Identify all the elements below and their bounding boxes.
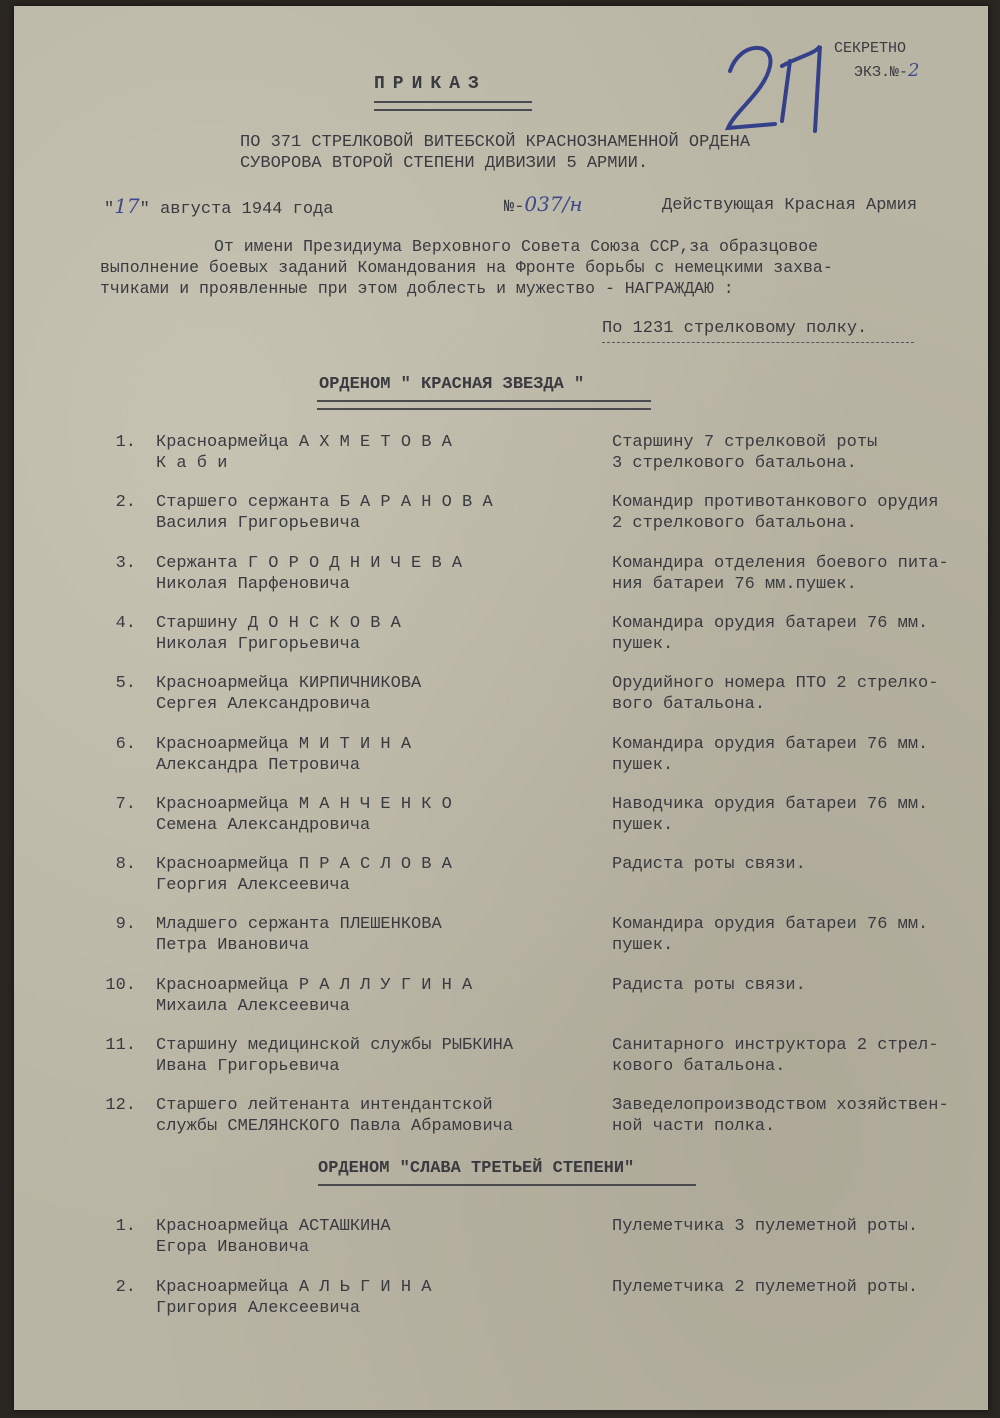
item-name: Николая Григорьевича (156, 634, 361, 654)
item-rank: Старшину медицинской службы РЫБКИНА (156, 1036, 514, 1055)
item-name: Ивана Григорьевича (156, 1057, 340, 1076)
list-item (98, 1096, 978, 1142)
item-number: 8. (115, 855, 136, 875)
section-red-star-title: ОРДЕНОМ " КРАСНАЯ ЗВЕЗДА " (319, 375, 585, 394)
list-item (98, 735, 978, 781)
item-rank: Красноармейца АСТАШКИНА (156, 1217, 391, 1236)
list-item (98, 1217, 978, 1263)
classification-label: СЕКРЕТНО (834, 40, 907, 57)
division-line-1: ПО 371 СТРЕЛКОВОЙ ВИТЕБСКОЙ КРАСНОЗНАМЕННОЙ ОРДЕНА (240, 133, 751, 152)
copy-label (854, 60, 919, 81)
item-position-line-1: Наводчика орудия батареи 76 мм. (612, 794, 929, 814)
item-number: 11. (105, 1036, 136, 1055)
order-date: "17" августа 1944 года (104, 194, 334, 219)
item-position-line-1: Пулеметчика 3 пулеметной роты. (612, 1217, 919, 1236)
item-name: Василия Григорьевича (156, 514, 361, 534)
item-number: 12. (105, 1096, 136, 1116)
item-name: Михаила Алексеевича (156, 996, 350, 1016)
title-underline (374, 101, 532, 111)
item-name: К а б и (156, 454, 228, 473)
list-item (98, 493, 978, 539)
item-rank: Красноармейца А Л Ь Г И Н А (156, 1278, 432, 1297)
intro-line-1: От имени Президиума Верховного Совета Союза ССР,за образцовое (214, 237, 818, 256)
section-glory-underline (318, 1184, 696, 1186)
item-rank: Красноармейца М А Н Ч Е Н К О (156, 794, 452, 814)
item-position-line-1: Командира орудия батареи 76 мм. (612, 734, 929, 754)
copy-number: 2 (908, 60, 920, 81)
list-item (98, 614, 978, 660)
item-rank: Старшего сержанта Б А Р А Н О В А (156, 493, 493, 513)
handwritten-number-21 (720, 36, 830, 136)
item-name: Сергея Александровича (156, 695, 371, 715)
intro-line-2: выполнение боевых заданий Командования на Фронте борьбы с немецкими захва- (100, 258, 833, 277)
item-rank: Старшину Д О Н С К О В А (156, 613, 401, 633)
copy-prefix: ЭКЗ.№- (854, 64, 909, 81)
army-label: Действующая Красная Армия (662, 196, 918, 215)
item-position-line-1: Пулеметчика 2 пулеметной роты. (612, 1278, 919, 1297)
item-rank: Сержанта Г О Р О Д Н И Ч Е В А (156, 553, 463, 573)
item-position-line-2: 2 стрелкового батальона. (612, 514, 857, 534)
date-rest: августа 1944 года (160, 200, 334, 219)
item-name: Григория Алексеевича (156, 1299, 361, 1318)
date-day: 17 (114, 194, 140, 218)
section-red-star-underline (317, 400, 651, 410)
item-position-line-2: пушек. (612, 936, 674, 956)
list-item (98, 1278, 978, 1324)
item-position-line-1: Старшину 7 стрелковой роты (612, 433, 878, 452)
list-item (98, 554, 978, 600)
item-position-line-1: Командир противотанкового орудия (612, 493, 939, 513)
item-name: Егора Ивановича (156, 1238, 310, 1257)
item-position-line-2: 3 стрелкового батальона. (612, 454, 857, 473)
intro-line-3: тчиками и проявленные при этом доблесть и мужество - НАГРАЖДАЮ : (100, 279, 734, 298)
item-number: 2. (115, 493, 136, 513)
item-name: Николая Парфеновича (156, 574, 350, 594)
item-number: 3. (115, 553, 136, 573)
item-name: службы СМЕЛЯНСКОГО Павла Абрамовича (156, 1117, 514, 1137)
item-position-line-2: кового батальона. (612, 1057, 786, 1076)
list-item (98, 795, 978, 841)
item-position-line-1: Орудийного номера ПТО 2 стрелко- (612, 674, 939, 694)
item-number: 5. (115, 674, 136, 694)
document-page (14, 6, 988, 1410)
item-name: Семена Александровича (156, 815, 371, 835)
item-position-line-2: вого батальона. (612, 695, 766, 715)
item-name: Александра Петровича (156, 755, 361, 775)
item-number: 2. (115, 1278, 136, 1297)
item-position-line-1: Санитарного инструктора 2 стрел- (612, 1036, 939, 1055)
item-name: Петра Ивановича (156, 936, 310, 956)
item-position-line-2: ной части полка. (612, 1117, 776, 1137)
regiment-underline (602, 342, 914, 343)
item-rank: Старшего лейтенанта интендантской (156, 1096, 493, 1116)
item-rank: Красноармейца П Р А С Л О В А (156, 855, 452, 875)
division-line-2: СУВОРОВА ВТОРОЙ СТЕПЕНИ ДИВИЗИИ 5 АРМИИ. (240, 154, 649, 173)
order-prefix: №- (504, 198, 525, 217)
item-number: 4. (115, 613, 136, 633)
order-number-value: 037/н (524, 192, 583, 216)
section-glory-title: ОРДЕНОМ "СЛАВА ТРЕТЬЕЙ СТЕПЕНИ" (318, 1159, 635, 1178)
item-number: 6. (115, 734, 136, 754)
item-position-line-1: Заведелопроизводством хозяйствен- (612, 1096, 949, 1116)
order-number (504, 192, 583, 217)
item-number: 1. (115, 1217, 136, 1236)
item-rank: Красноармейца КИРПИЧНИКОВА (156, 674, 422, 694)
item-number: 9. (115, 915, 136, 935)
item-position-line-2: пушек. (612, 634, 674, 654)
item-rank: Красноармейца М И Т И Н А (156, 734, 412, 754)
item-rank: Красноармейца Р А Л Л У Г И Н А (156, 975, 473, 995)
item-rank: Младшего сержанта ПЛЕШЕНКОВА (156, 915, 442, 935)
regiment-heading: По 1231 стрелковому полку. (602, 319, 868, 338)
item-position-line-2: пушек. (612, 815, 674, 835)
item-number: 7. (115, 794, 136, 814)
item-name: Георгия Алексеевича (156, 876, 350, 896)
item-position-line-1: Радиста роты связи. (612, 855, 806, 875)
list-item (98, 855, 978, 901)
item-position-line-1: Командира отделения боевого пита- (612, 553, 949, 573)
item-number: 10. (105, 975, 136, 995)
item-position-line-1: Радиста роты связи. (612, 975, 806, 995)
list-item (98, 433, 978, 479)
list-item (98, 915, 978, 961)
item-position-line-2: пушек. (612, 755, 674, 775)
item-number: 1. (115, 433, 136, 452)
item-position-line-2: ния батареи 76 мм.пушек. (612, 574, 857, 594)
document-title: ПРИКАЗ (374, 74, 487, 94)
item-position-line-1: Командира орудия батареи 76 мм. (612, 613, 929, 633)
item-position-line-1: Командира орудия батареи 76 мм. (612, 915, 929, 935)
list-item (98, 1036, 978, 1082)
item-rank: Красноармейца А Х М Е Т О В А (156, 433, 452, 452)
list-item (98, 674, 978, 720)
list-item (98, 976, 978, 1022)
